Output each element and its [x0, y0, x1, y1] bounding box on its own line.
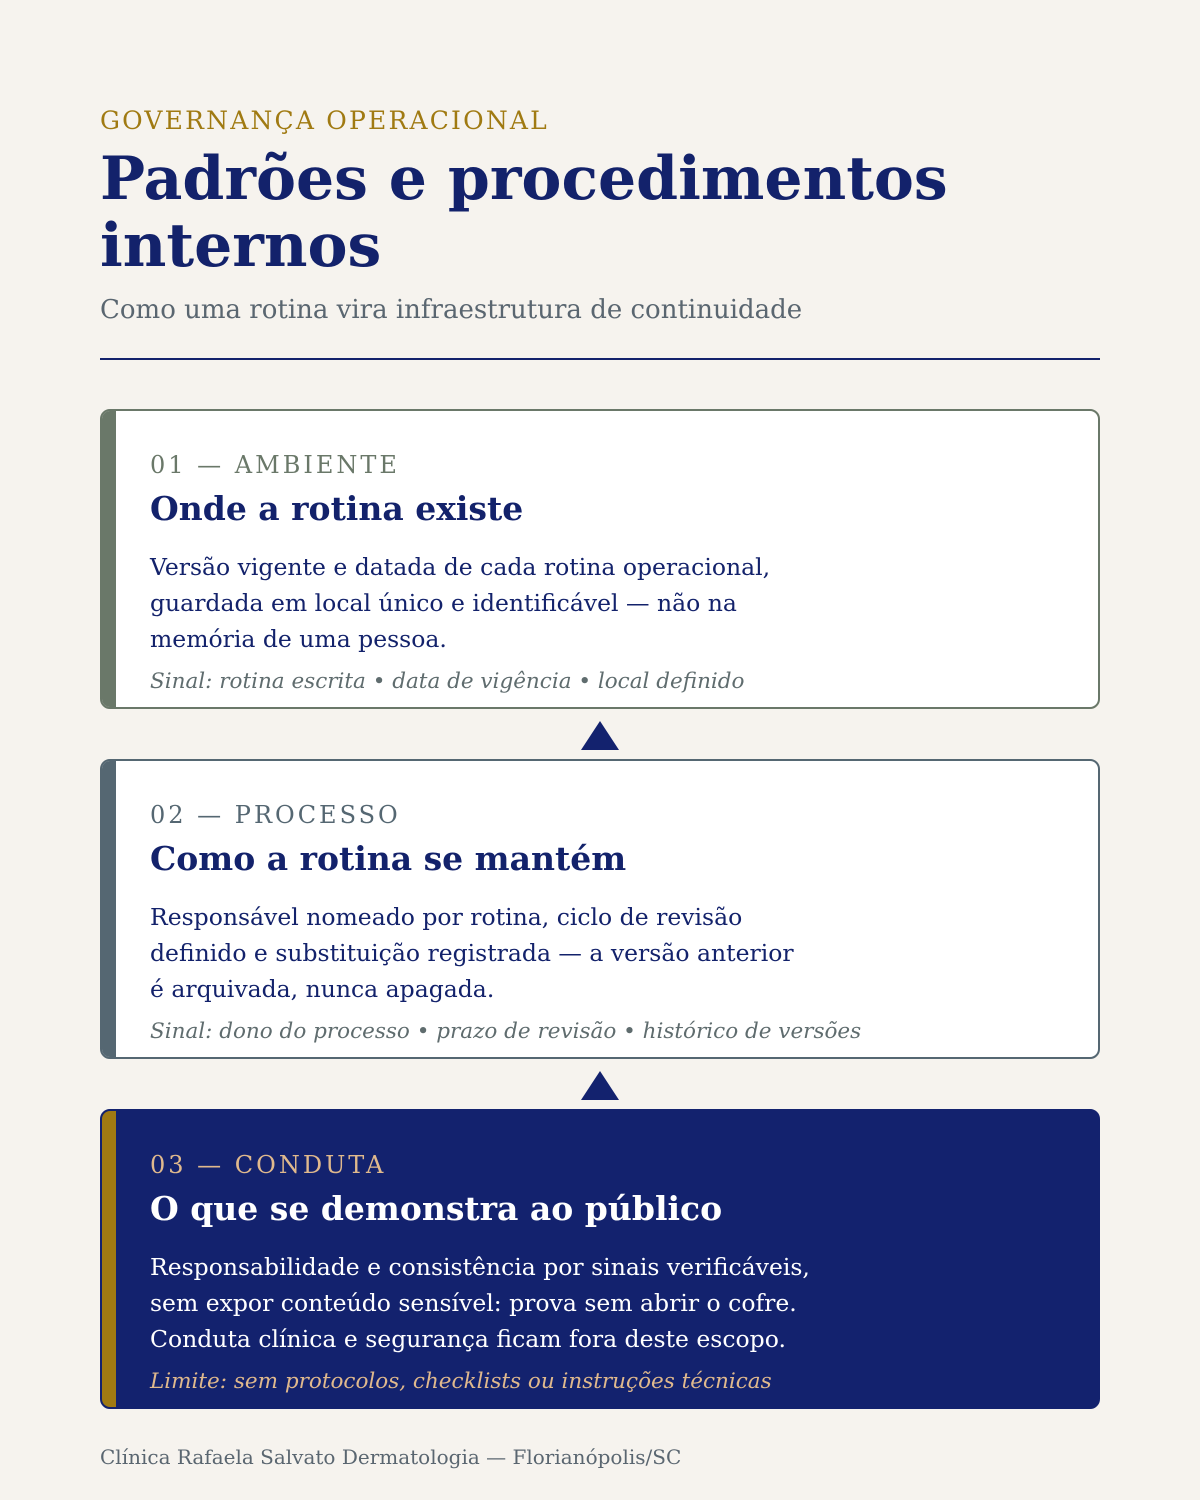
card-ambiente: [100, 409, 1100, 709]
card-body-line: Responsável nomeado por rotina, ciclo de revisão: [150, 903, 743, 931]
card-label: 02 — PROCESSO: [150, 801, 401, 829]
card-heading: O que se demonstra ao público: [150, 1189, 723, 1228]
page-title: Padrões e procedimentos internos: [100, 144, 948, 281]
card-body-line: guardada em local único e identificável — não na: [150, 589, 737, 617]
card-processo: [100, 759, 1100, 1059]
card-body-line: Conduta clínica e segurança ficam fora deste escopo.: [150, 1325, 786, 1353]
card-signal: Sinal: rotina escrita • data de vigência • local definido: [150, 669, 745, 694]
card-conduta: [100, 1109, 1100, 1409]
eyebrow: GOVERNANÇA OPERACIONAL: [100, 106, 549, 135]
card-body-line: Versão vigente e datada de cada rotina operacional,: [150, 553, 771, 581]
card-body: [150, 1249, 890, 1357]
card-accent-bar: [102, 411, 116, 707]
card-label: 03 — CONDUTA: [150, 1151, 387, 1179]
header-divider: [100, 358, 1100, 360]
card-limit: Limite: sem protocolos, checklists ou instruções técnicas: [150, 1369, 772, 1394]
card-signal: Sinal: dono do processo • prazo de revisão • histórico de versões: [150, 1019, 862, 1044]
card-label: 01 — AMBIENTE: [150, 451, 400, 479]
card-body-line: é arquivada, nunca apagada.: [150, 975, 495, 1003]
card-body: [150, 549, 870, 657]
card-heading: Como a rotina se mantém: [150, 839, 627, 878]
up-arrow-icon: [581, 1071, 619, 1100]
card-body-line: definido e substituição registrada — a versão anterior: [150, 939, 794, 967]
up-arrow-icon: [581, 721, 619, 750]
card-heading: Onde a rotina existe: [150, 489, 524, 528]
card-accent-bar: [102, 1111, 116, 1407]
card-body-line: sem expor conteúdo sensível: prova sem abrir o cofre.: [150, 1289, 797, 1317]
footer-credit: Clínica Rafaela Salvato Dermatologia — Florianópolis/SC: [100, 1445, 682, 1469]
card-accent-bar: [102, 761, 116, 1057]
page-subtitle: Como uma rotina vira infraestrutura de continuidade: [100, 295, 803, 325]
card-body: [150, 899, 870, 1007]
card-body-line: Responsabilidade e consistência por sinais verificáveis,: [150, 1253, 810, 1281]
card-body-line: memória de uma pessoa.: [150, 625, 447, 653]
